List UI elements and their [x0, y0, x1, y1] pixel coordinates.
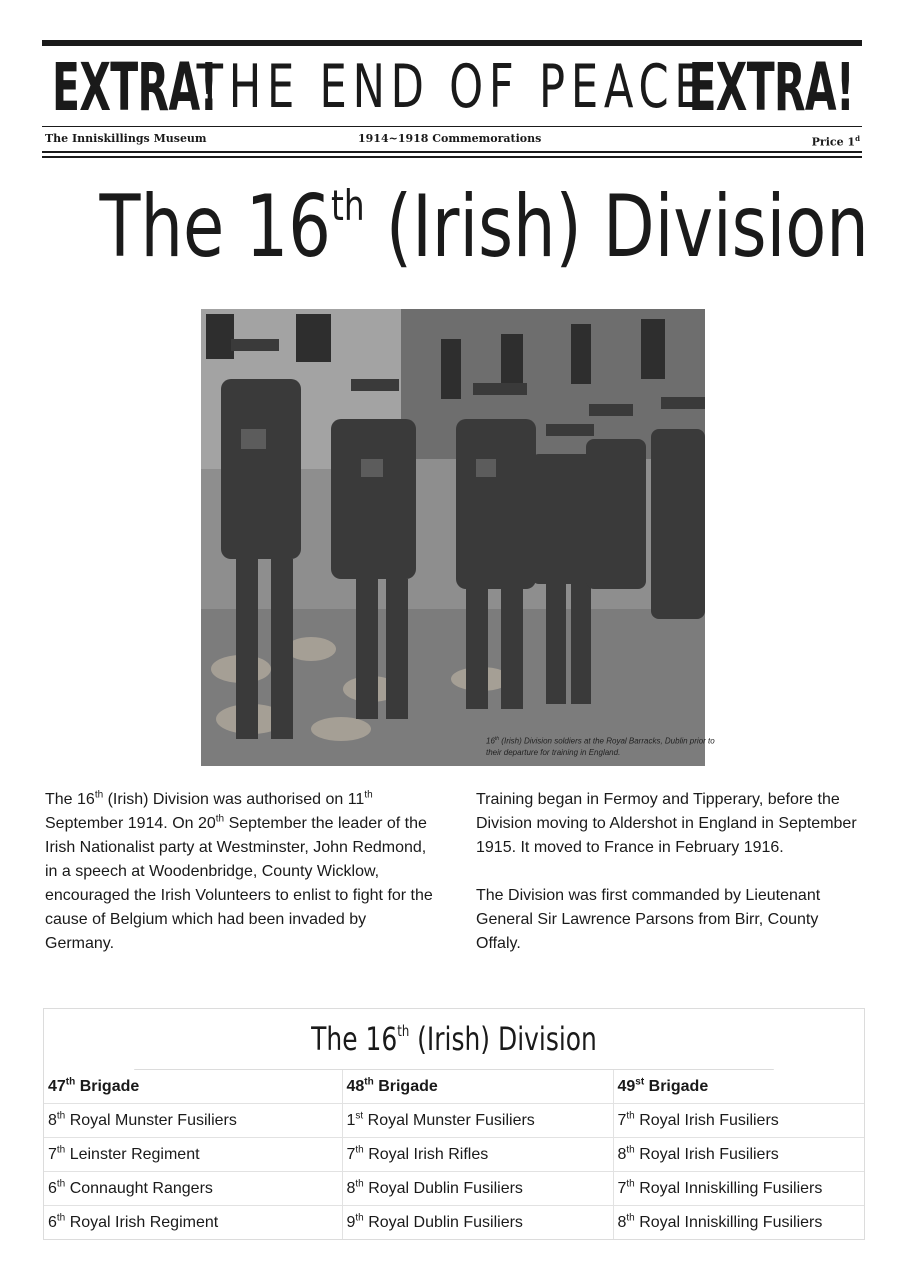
article-right-paragraph-2: The Division was first commanded by Lieutenant General Sir Lawrence Parsons from Birr, County Offaly.	[476, 887, 821, 952]
battalion-cell: 7th Royal Inniskilling Fusiliers	[613, 1172, 864, 1206]
caption-text: (Irish) Division soldiers at the Royal Barracks, Dublin prior to their departure for training in England.	[486, 736, 715, 757]
masthead-mid-rule	[42, 126, 862, 127]
battalion-cell: 7th Royal Irish Rifles	[342, 1138, 613, 1172]
headline-sup: th	[330, 181, 365, 230]
division-table	[43, 1008, 865, 1240]
battalion-cell: 8th Royal Irish Fusiliers	[613, 1138, 864, 1172]
battalion-cell: 8th Royal Inniskilling Fusiliers	[613, 1206, 864, 1240]
extra-left: EXTRA!	[52, 49, 218, 126]
brigade-table	[44, 1070, 864, 1239]
masthead	[42, 40, 862, 158]
caption-sup: th	[494, 736, 500, 742]
caption-pre: 16	[486, 736, 495, 746]
photo-caption	[486, 734, 716, 758]
table-row	[44, 1104, 864, 1138]
masthead-bottom-rule	[42, 151, 862, 158]
battalion-cell: 8th Royal Munster Fusiliers	[44, 1104, 342, 1138]
brigade-header-cell: 49st Brigade	[617, 1076, 709, 1095]
table-row	[44, 1172, 864, 1206]
masthead-subline	[42, 130, 862, 148]
battalion-cell: 9th Royal Dublin Fusiliers	[342, 1206, 613, 1240]
battalion-cell: 6th Connaught Rangers	[44, 1172, 342, 1206]
battalion-cell: 6th Royal Irish Regiment	[44, 1206, 342, 1240]
page-title	[99, 172, 869, 282]
headline-pre: The 16	[99, 177, 331, 277]
museum-name: The Inniskillings Museum	[45, 132, 207, 145]
table-title: The 16th (Irish) Division	[134, 1009, 774, 1070]
price-label	[812, 130, 860, 152]
brigade-header-cell: 47th Brigade	[44, 1070, 342, 1104]
table-row	[44, 1138, 864, 1172]
battalion-cell: 1st Royal Munster Fusiliers	[342, 1104, 613, 1138]
table-header-row	[44, 1070, 864, 1104]
commemorations-label: 1914~1918 Commemorations	[358, 132, 542, 145]
price-text: Price 1	[811, 135, 856, 149]
article-right-paragraph-1: Training began in Fermoy and Tipperary, before the Division moving to Aldershot in England in September 1915. It moved to France in February 1916.	[476, 791, 857, 856]
battalion-cell: 7th Royal Irish Fusiliers	[613, 1104, 864, 1138]
table-row	[44, 1206, 864, 1240]
article-right-column	[476, 788, 866, 980]
soldiers-photo-illustration	[201, 309, 705, 766]
article-left-column	[45, 788, 435, 980]
article-left-paragraph: The 16th (Irish) Division was authorised on 11th September 1914. On 20th September the leader of the Irish Nationalist party at Westminster, John Redmond, in a speech at Woodenbridge, County Wicklow, encouraged the Irish Volunteers to enlist to fight for the cause of Belgium which had been invaded by Germany.	[45, 789, 433, 952]
brigade-header-cell: 48th Brigade	[342, 1070, 613, 1104]
soldiers-photo	[201, 309, 705, 766]
price-suffix: d	[855, 134, 860, 143]
battalion-cell: 7th Leinster Regiment	[44, 1138, 342, 1172]
battalion-cell: 8th Royal Dublin Fusiliers	[342, 1172, 613, 1206]
masthead-banner	[42, 46, 862, 126]
extra-right: EXTRA!	[688, 49, 854, 126]
headline-post: (Irish) Division	[364, 177, 869, 277]
masthead-title: THE END OF PEACE	[196, 52, 708, 122]
